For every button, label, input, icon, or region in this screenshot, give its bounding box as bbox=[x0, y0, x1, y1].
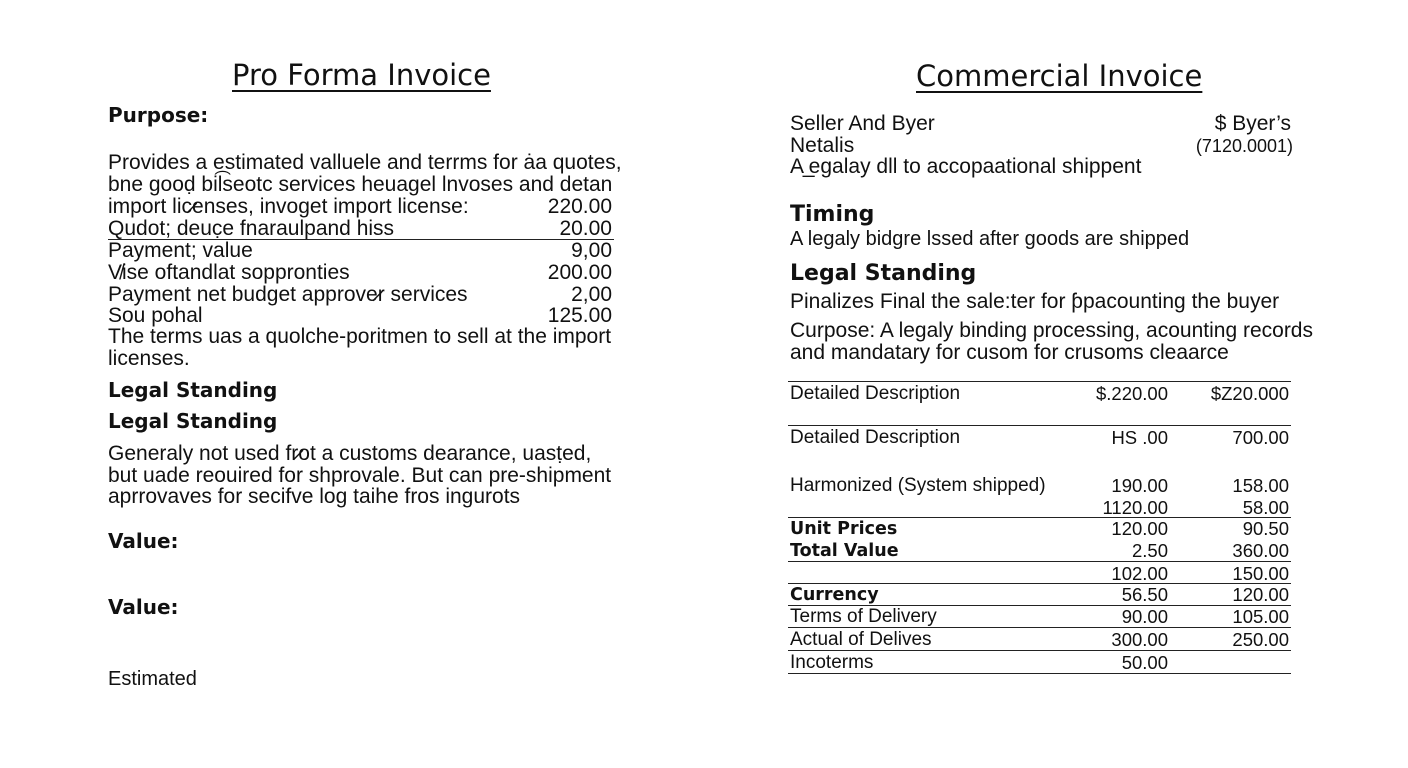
netalis-label: Netalis bbox=[790, 134, 855, 157]
seller-buyer-line: Seller And Byer bbox=[790, 112, 935, 135]
row-value-2: 150.00 bbox=[1232, 563, 1289, 584]
terms-line: The terms uas a quolche-poritmen to sell at the import bbox=[108, 325, 612, 348]
buyer-number: (7120.0001) bbox=[1195, 136, 1293, 156]
terms-line: licenses. bbox=[108, 347, 190, 370]
line-item-row bbox=[108, 284, 612, 306]
table-rule bbox=[788, 425, 1291, 426]
table-row bbox=[790, 652, 1290, 674]
table-row bbox=[790, 427, 1290, 449]
table-rule bbox=[788, 650, 1291, 651]
table-rule bbox=[788, 627, 1291, 628]
table-rule bbox=[788, 673, 1291, 674]
intro-line: bne gooḍ bil͡seotc services heuagel lnvoses and detan bbox=[108, 173, 613, 196]
row-label: Harmonized (System shipped) bbox=[790, 475, 1046, 496]
intro-line: Provides a estimated valluele and terrms for ȧa quotes, bbox=[108, 151, 622, 174]
row-value-1: 120.00 bbox=[1111, 518, 1168, 539]
row-value-2: 90.50 bbox=[1242, 518, 1289, 539]
row-label: Currency bbox=[790, 585, 879, 605]
row-value-2: 700.00 bbox=[1232, 427, 1289, 448]
legal-bill-line: A ̲egalay dll to accopaational shippent bbox=[790, 155, 1142, 178]
line-item-label: V̸ise oftandlat soppronties bbox=[108, 261, 350, 284]
table-row bbox=[790, 540, 1290, 562]
row-value-2: 360.00 bbox=[1232, 540, 1289, 561]
line-item-label: Qudot; deuc̣e fnaraulpand hiss bbox=[108, 217, 395, 240]
table-row bbox=[790, 606, 1290, 628]
legal-standing-heading: Legal Standing bbox=[108, 378, 278, 402]
timing-text: A legaly bidgre lssed after goods are shipped bbox=[790, 228, 1190, 250]
line-item-label: Payment net budget approve̷r services bbox=[108, 283, 468, 306]
value-heading: Value: bbox=[108, 595, 179, 619]
row-label: Total Value bbox=[790, 541, 899, 561]
line-item-value: 9,00 bbox=[571, 239, 612, 262]
line-item-label: import lic̷enses, invoget import license: bbox=[108, 195, 469, 218]
line-item-value: 125.00 bbox=[547, 304, 612, 327]
timing-heading: Timing bbox=[790, 202, 875, 227]
finalizes-line: Pinalizes Final the sale:ter for ƥpacounting the buyer bbox=[790, 290, 1280, 313]
row-value-2: 58.00 bbox=[1242, 497, 1289, 518]
purpose-heading: Purpose: bbox=[108, 103, 209, 127]
row-value-1: HS .00 bbox=[1111, 427, 1168, 448]
line-item-row bbox=[108, 196, 612, 218]
row-label: Detailed Description bbox=[790, 427, 961, 448]
value-heading: Value: bbox=[108, 529, 179, 553]
line-item-value: 220.00 bbox=[547, 195, 612, 218]
table-rule bbox=[788, 381, 1291, 382]
row-label: Detailed Description bbox=[790, 383, 961, 404]
row-value-1: $.220.00 bbox=[1095, 383, 1168, 404]
row-label: Incoterms bbox=[790, 652, 874, 673]
line-item-row bbox=[108, 218, 612, 240]
purpose-line: Curpose: A legaly binding processing, acounting records bbox=[790, 319, 1313, 342]
legal-standing-heading: Legal Standing bbox=[790, 261, 977, 286]
line-item-row bbox=[108, 305, 612, 327]
estimated-label: Estimated bbox=[108, 668, 197, 690]
row-label: Unit Prices bbox=[790, 519, 898, 539]
row-value-2: 105.00 bbox=[1232, 606, 1289, 627]
legal-line: but uade reouired for shprovale. But can pre-shipment bbox=[108, 464, 612, 487]
line-item-value: 2,00 bbox=[571, 283, 612, 306]
row-label: Actual of Delives bbox=[790, 629, 932, 650]
table-row bbox=[790, 475, 1290, 497]
row-value-2: 250.00 bbox=[1232, 629, 1289, 650]
row-value-1: 300.00 bbox=[1111, 629, 1168, 650]
row-value-1: 1120.00 bbox=[1102, 497, 1168, 518]
table-row bbox=[790, 497, 1290, 519]
line-item-row bbox=[108, 240, 612, 262]
row-value-1: 102.00 bbox=[1111, 563, 1168, 584]
row-label: Terms of Delivery bbox=[790, 606, 937, 627]
buyer-label: $ Byer’s bbox=[1214, 112, 1291, 135]
legal-line: aprrovaves for secifve log taihe fros ingurots bbox=[108, 485, 521, 508]
line-item-label: Sou pohal bbox=[108, 304, 203, 327]
legal-line: Generaly not used fr̷ot a customs dearance, uasṭed, bbox=[108, 442, 592, 465]
line-item-value: 200.00 bbox=[547, 261, 612, 284]
row-value-1: 2.50 bbox=[1131, 540, 1168, 561]
line-item-label: Payment; value bbox=[108, 239, 253, 262]
row-value-1: 190.00 bbox=[1111, 475, 1168, 496]
legal-standing-heading: Legal Standing bbox=[108, 409, 278, 433]
row-value-1: 90.00 bbox=[1121, 606, 1168, 627]
row-value-1: 56.50 bbox=[1121, 584, 1168, 605]
commercial-title: Commercial Invoice bbox=[916, 59, 1203, 93]
line-item-row bbox=[108, 262, 612, 284]
row-value-2: 158.00 bbox=[1232, 475, 1289, 496]
line-item-value: 20.00 bbox=[559, 217, 612, 240]
table-row bbox=[790, 629, 1290, 651]
table-row bbox=[790, 518, 1290, 540]
pro-forma-title: Pro Forma Invoice bbox=[232, 58, 491, 92]
table-row bbox=[790, 563, 1290, 585]
table-row bbox=[790, 584, 1290, 606]
row-value-2: 120.00 bbox=[1232, 584, 1289, 605]
purpose-line: and mandatary for cusom for crusoms cleaarce bbox=[790, 341, 1229, 364]
row-value-1: 50.00 bbox=[1121, 652, 1168, 673]
row-value-2: $Z20.000 bbox=[1210, 383, 1289, 404]
table-row bbox=[790, 383, 1290, 405]
table-rule bbox=[788, 561, 1291, 562]
